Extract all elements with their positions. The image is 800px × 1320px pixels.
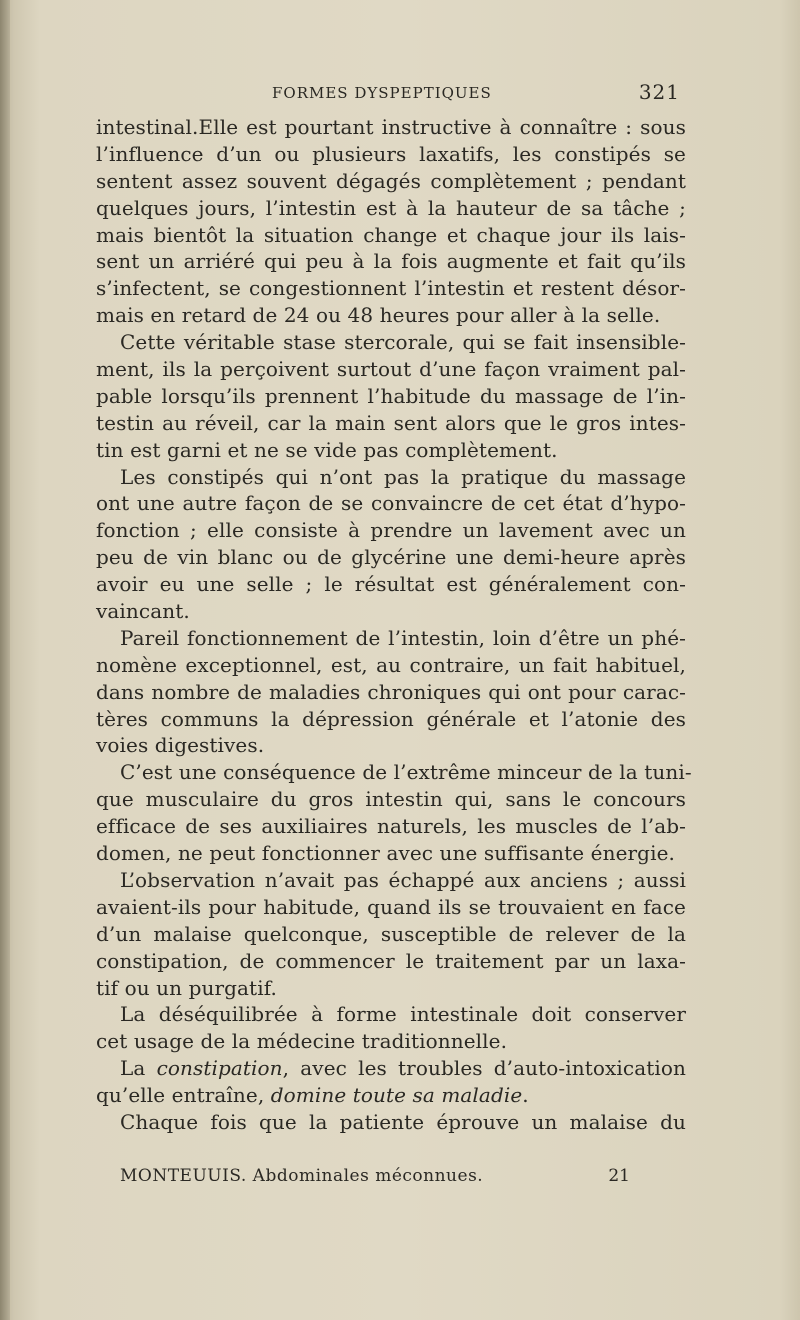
paragraph-first-line: La déséquilibrée à forme intestinale doit conserver — [120, 1002, 686, 1027]
text-line: sent un arriéré qui peu à la fois augmente et fait qu’ils — [96, 249, 686, 274]
paragraph-first-line: Cette véritable stase stercorale, qui se fait insensible- — [120, 330, 686, 355]
text-line: dans nombre de maladies chroniques qui ont pour carac- — [96, 679, 686, 704]
text-line: pable lorsqu’ils prennent l’habitude du massage de l’in- — [96, 383, 686, 408]
text-line: d’un malaise quelconque, susceptible de relever de la — [96, 921, 686, 946]
book-spine-shadow — [0, 0, 10, 1320]
paragraph-first-line: Les constipés qui n’ont pas la pratique du massage — [120, 464, 686, 489]
text-line: constipation, de commencer le traitement par un laxa- — [96, 948, 686, 973]
signature-footer — [120, 1166, 630, 1192]
text-line: peu de vin blanc ou de glycérine une demi-heure après — [96, 545, 686, 570]
text-line: mais bientôt la situation change et chaque jour ils lais- — [96, 222, 686, 247]
running-title: FORMES DYSPEPTIQUES — [272, 84, 492, 102]
text-line: domen, ne peut fonctionner avec une suffisante énergie. — [96, 841, 675, 866]
text-line: tères communs la dépression générale et l’atonie des — [96, 706, 686, 731]
text-line: intestinal.Elle est pourtant instructive à connaître : sous — [96, 115, 686, 139]
text-line: cet usage de la médecine traditionnelle. — [96, 1029, 508, 1054]
text-line: avaient-ils pour habitude, quand ils se trouvaient en face — [96, 894, 686, 919]
italic-phrase: constipation — [156, 1056, 283, 1081]
text-line: nomène exceptionnel, est, au contraire, un fait habituel, — [96, 652, 686, 677]
page-number: 321 — [638, 80, 680, 104]
text-line: sentent assez souvent dégagés complètement ; pendant — [96, 168, 686, 193]
text-line: efficace de ses auxiliaires naturels, les muscles de l’ab- — [96, 814, 686, 839]
sheet-number: 21 — [608, 1166, 630, 1186]
text-line: ont une autre façon de se convaincre de cet état d’hypo- — [96, 491, 686, 516]
signature-mark: MONTEUUIS. Abdominales méconnues. — [120, 1166, 484, 1186]
paragraph-first-line: Chaque fois que la patiente éprouve un malaise du — [120, 1109, 686, 1134]
running-header — [96, 80, 686, 110]
text-line: quelques jours, l’intestin est à la hauteur de sa tâche ; — [96, 195, 686, 220]
text-line: fonction ; elle consiste à prendre un lavement avec un — [96, 518, 686, 543]
italic-phrase: domine toute sa maladie — [270, 1083, 523, 1108]
text-line: voies digestives. — [96, 733, 265, 758]
text-line: ment, ils la perçoivent surtout d’une façon vraiment pal- — [96, 357, 686, 382]
paragraph-first-line: C’est une conséquence de l’extrême minceur de la tuni- — [120, 760, 692, 785]
text-line: s’infectent, se congestionnent l’intestin et restent désor- — [96, 276, 686, 301]
paragraph-first-line: L’observation n’avait pas échappé aux anciens ; aussi — [120, 867, 686, 892]
text-line: vaincant. — [96, 599, 190, 624]
text-line: que musculaire du gros intestin qui, sans le concours — [96, 787, 686, 812]
paragraph-first-line: Pareil fonctionnement de l’intestin, loin d’être un phé- — [120, 625, 686, 650]
text-line: mais en retard de 24 ou 48 heures pour aller à la selle. — [96, 303, 661, 328]
text-line: tif ou un purgatif. — [96, 975, 277, 1000]
text-line: avoir eu une selle ; le résultat est généralement con- — [96, 572, 686, 597]
text-line: qu’elle entraîne, domine toute sa maladie. — [96, 1083, 529, 1108]
text-line: l’influence d’un ou plusieurs laxatifs, les constipés se — [96, 141, 686, 166]
text-line: tin est garni et ne se vide pas complètement. — [96, 437, 558, 462]
text-line: testin au réveil, car la main sent alors que le gros intes- — [96, 410, 686, 435]
paragraph-first-line: La constipation, avec les troubles d’auto-intoxication — [120, 1056, 686, 1081]
body-text — [96, 114, 692, 1136]
